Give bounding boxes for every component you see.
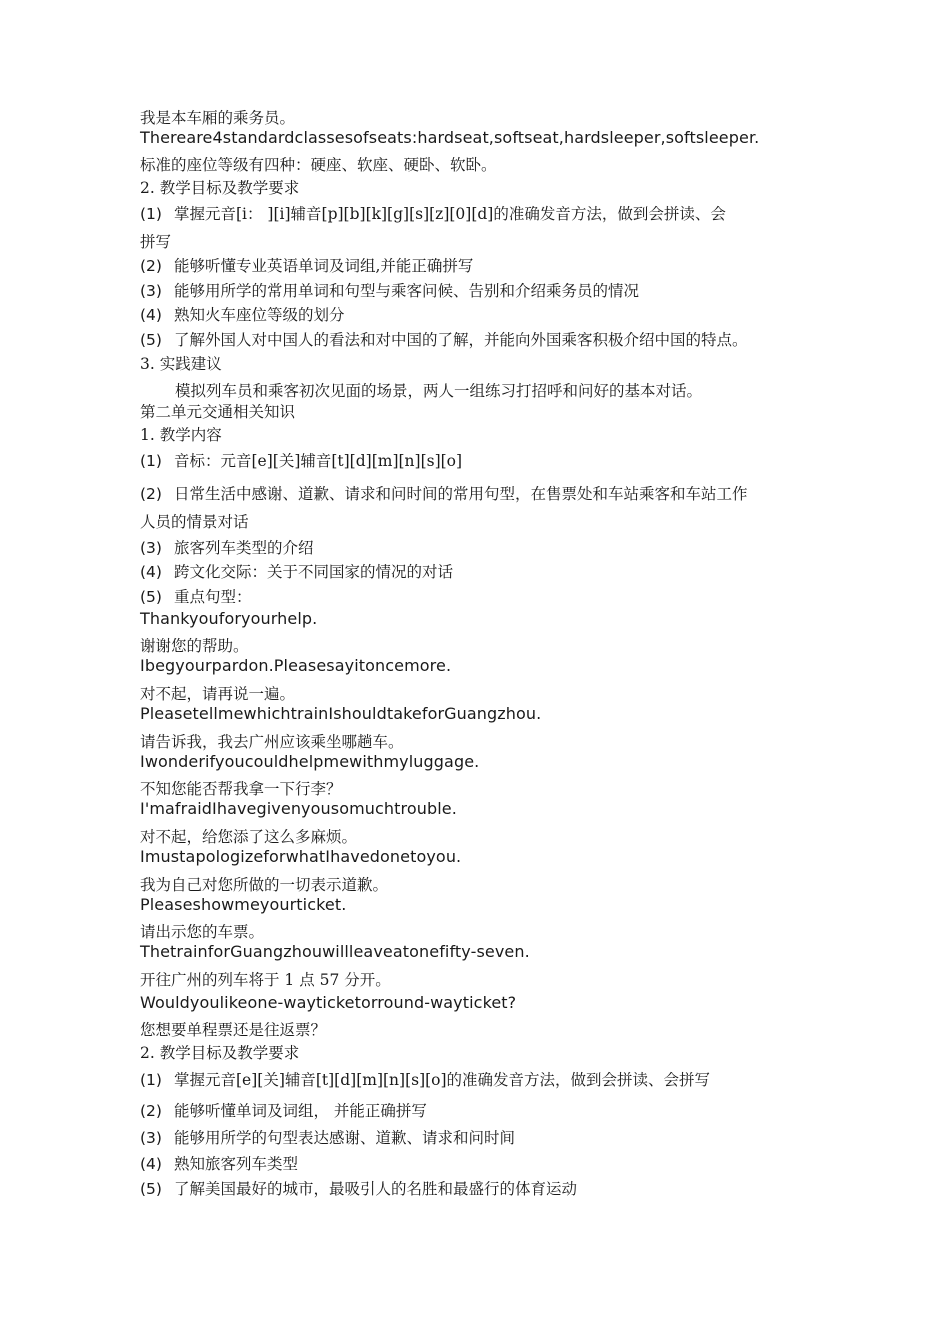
english-sentence: Thereare4standardclassesofseats:hardseat,softseat,hardsleeper,softsleeper. <box>140 128 760 147</box>
text-line: 标准的座位等级有四种：硬座、软座、硬卧、软卧。 <box>140 156 497 174</box>
english-sentence: Ibegyourpardon.Pleasesayitoncemore. <box>140 656 452 675</box>
list-number: (3) <box>140 539 162 557</box>
list-item <box>140 1179 577 1199</box>
list-text: 日常生活中感谢、道歉、请求和问时间的常用句型，在售票处和车站乘客和车站工作 <box>174 485 748 503</box>
section-heading: 2. 教学目标及教学要求 <box>140 179 300 197</box>
chinese-translation: 我为自己对您所做的一切表示道歉。 <box>140 876 389 894</box>
chinese-translation: 开往广州的列车将于 1 点 57 分开。 <box>140 971 391 989</box>
chinese-translation: 不知您能否帮我拿一下行李？ <box>140 780 342 798</box>
list-item <box>140 305 345 325</box>
list-number: (3) <box>140 1129 162 1147</box>
english-sentence: PleasetellmewhichtrainIshouldtakeforGuangzhou. <box>140 704 542 723</box>
list-text: 熟知旅客列车类型 <box>174 1155 299 1173</box>
list-item <box>140 538 314 558</box>
list-number: (1) <box>140 205 162 223</box>
list-number: (4) <box>140 306 162 324</box>
list-text: 掌握元音[e][关]辅音[t][d][m][n][s][o]的准确发音方法，做到会拼读、会拼写 <box>174 1071 711 1089</box>
english-sentence: Pleaseshowmeyourticket. <box>140 895 347 914</box>
text-line: 模拟列车员和乘客初次见面的场景，两人一组练习打招呼和问好的基本对话。 <box>175 382 703 400</box>
list-text: 音标：元音[e][关]辅音[t][d][m][n][s][o] <box>174 452 463 470</box>
list-number: (2) <box>140 1102 162 1120</box>
section-heading: 3. 实践建议 <box>140 355 222 373</box>
list-text: 了解外国人对中国人的看法和对中国的了解，并能向外国乘客积极介绍中国的特点。 <box>174 331 748 349</box>
chinese-translation: 对不起，请再说一遍。 <box>140 685 296 703</box>
list-text: 能够用所学的常用单词和句型与乘客问候、告别和介绍乘务员的情况 <box>174 282 640 300</box>
list-number: (1) <box>140 1071 162 1089</box>
list-text: 能够听懂单词及词组， 并能正确拼写 <box>174 1102 427 1120</box>
list-text: 熟知火车座位等级的划分 <box>174 306 345 324</box>
list-number: (5) <box>140 588 162 606</box>
english-sentence: Wouldyoulikeone-wayticketorround-wayticket? <box>140 993 517 1012</box>
chinese-translation: 您想要单程票还是往返票？ <box>140 1021 327 1039</box>
list-number: (5) <box>140 331 162 349</box>
chinese-translation: 对不起，给您添了这么多麻烦。 <box>140 828 358 846</box>
list-item <box>140 1101 427 1121</box>
list-text: 了解美国最好的城市，最吸引人的名胜和最盛行的体育运动 <box>174 1180 578 1198</box>
list-item <box>140 484 748 504</box>
list-item <box>140 281 639 301</box>
list-number: (1) <box>140 452 162 470</box>
list-text: 重点句型： <box>174 588 252 606</box>
list-number: (4) <box>140 563 162 581</box>
chinese-translation: 请告诉我，我去广州应该乘坐哪趟车。 <box>140 733 404 751</box>
list-item <box>140 330 748 350</box>
list-text: 能够用所学的句型表达感谢、道歉、请求和问时间 <box>174 1129 516 1147</box>
list-item <box>140 256 473 276</box>
english-sentence: ThetrainforGuangzhouwillleaveatonefifty-seven. <box>140 942 530 961</box>
list-number: (5) <box>140 1180 162 1198</box>
english-sentence: I'mafraidIhavegivenyousomuchtrouble. <box>140 799 457 818</box>
list-item <box>140 204 726 224</box>
section-heading: 2. 教学目标及教学要求 <box>140 1044 300 1062</box>
english-sentence: Iwonderifyoucouldhelpmewithmyluggage. <box>140 752 480 771</box>
list-item <box>140 451 462 471</box>
list-number: (3) <box>140 282 162 300</box>
text-line: 拼写 <box>140 233 172 251</box>
chinese-translation: 谢谢您的帮助。 <box>140 637 249 655</box>
list-text: 跨文化交际：关于不同国家的情况的对话 <box>174 563 454 581</box>
list-text: 能够听懂专业英语单词及词组,并能正确拼写 <box>174 257 474 275</box>
english-sentence: Thankyouforyourhelp. <box>140 609 318 628</box>
list-text: 掌握元音[i： ][i]辅音[p][b][k][g][s][z][0][d]的准确发音方法，做到会拼读、会 <box>174 205 726 223</box>
list-item <box>140 1128 515 1148</box>
list-item <box>140 587 252 607</box>
text-line: 人员的情景对话 <box>140 513 249 531</box>
list-number: (4) <box>140 1155 162 1173</box>
text-line: 我是本车厢的乘务员。 <box>140 109 296 127</box>
list-number: (2) <box>140 257 162 275</box>
section-heading: 1. 教学内容 <box>140 426 222 444</box>
list-text: 旅客列车类型的介绍 <box>174 539 314 557</box>
unit-heading: 第二单元交通相关知识 <box>140 403 296 421</box>
english-sentence: ImustapologizeforwhatIhavedonetoyou. <box>140 847 462 866</box>
list-item <box>140 1154 298 1174</box>
list-item <box>140 562 453 582</box>
chinese-translation: 请出示您的车票。 <box>140 923 265 941</box>
list-number: (2) <box>140 485 162 503</box>
list-item <box>140 1070 710 1090</box>
